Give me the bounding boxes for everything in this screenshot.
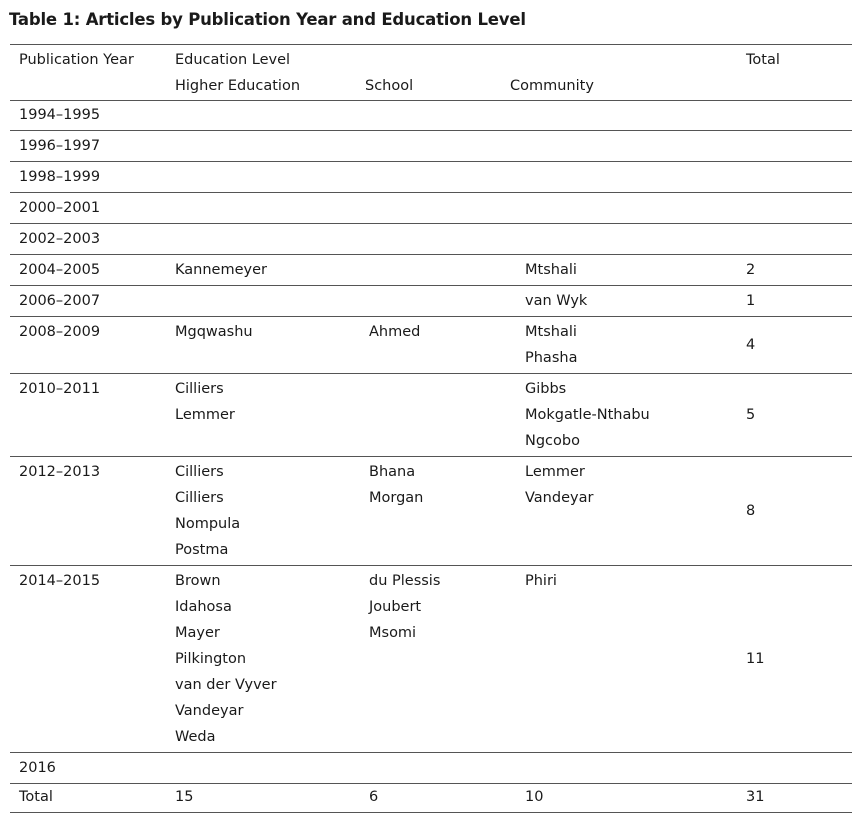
cell-year: 2006–2007 xyxy=(19,293,101,309)
header-education-level: Education Level xyxy=(175,52,291,68)
cell-higher-education: Cilliers xyxy=(175,464,224,480)
totals-school: 6 xyxy=(369,789,379,805)
cell-higher-education: Cilliers xyxy=(175,490,224,506)
totals-total: 31 xyxy=(746,789,765,805)
cell-year: 2008–2009 xyxy=(19,324,101,340)
row-divider xyxy=(10,373,852,374)
cell-year: 2000–2001 xyxy=(19,200,101,216)
totals-community: 10 xyxy=(525,789,544,805)
cell-higher-education: Nompula xyxy=(175,516,241,532)
cell-year: 1996–1997 xyxy=(19,138,101,154)
cell-community: Vandeyar xyxy=(525,490,594,506)
cell-higher-education: Idahosa xyxy=(175,599,232,615)
cell-higher-education: Mayer xyxy=(175,625,220,641)
cell-higher-education: Weda xyxy=(175,729,216,745)
header-rule xyxy=(10,100,852,101)
row-divider xyxy=(10,783,852,784)
cell-higher-education: Mgqwashu xyxy=(175,324,253,340)
row-divider xyxy=(10,192,852,193)
row-divider xyxy=(10,223,852,224)
cell-school: Bhana xyxy=(369,464,416,480)
cell-community: Ngcobo xyxy=(525,433,580,449)
row-divider xyxy=(10,565,852,566)
header-school: School xyxy=(365,78,414,94)
row-divider xyxy=(10,752,852,753)
cell-school: du Plessis xyxy=(369,573,441,589)
cell-community: Mtshali xyxy=(525,324,577,340)
cell-year: 2012–2013 xyxy=(19,464,101,480)
cell-higher-education: van der Vyver xyxy=(175,677,277,693)
cell-community: Phasha xyxy=(525,350,578,366)
cell-higher-education: Cilliers xyxy=(175,381,224,397)
cell-total: 2 xyxy=(746,262,756,278)
totals-label: Total xyxy=(19,789,53,805)
cell-community: Gibbs xyxy=(525,381,567,397)
cell-higher-education: Postma xyxy=(175,542,229,558)
row-divider xyxy=(10,254,852,255)
row-divider xyxy=(10,456,852,457)
row-divider xyxy=(10,285,852,286)
cell-community: Lemmer xyxy=(525,464,585,480)
row-divider xyxy=(10,161,852,162)
cell-total: 8 xyxy=(746,503,756,519)
cell-community: van Wyk xyxy=(525,293,588,309)
cell-year: 2010–2011 xyxy=(19,381,101,397)
cell-higher-education: Kannemeyer xyxy=(175,262,267,278)
cell-school: Joubert xyxy=(369,599,422,615)
cell-year: 2016 xyxy=(19,760,56,776)
cell-total: 1 xyxy=(746,293,756,309)
table-bottom-rule xyxy=(10,812,852,813)
cell-year: 1998–1999 xyxy=(19,169,101,185)
row-divider xyxy=(10,130,852,131)
cell-year: 2014–2015 xyxy=(19,573,101,589)
cell-community: Mtshali xyxy=(525,262,577,278)
cell-year: 2004–2005 xyxy=(19,262,101,278)
totals-higher-education: 15 xyxy=(175,789,194,805)
cell-total: 5 xyxy=(746,407,756,423)
cell-school: Ahmed xyxy=(369,324,421,340)
cell-higher-education: Brown xyxy=(175,573,221,589)
cell-higher-education: Vandeyar xyxy=(175,703,244,719)
cell-total: 4 xyxy=(746,337,756,353)
cell-year: 1994–1995 xyxy=(19,107,101,123)
cell-community: Phiri xyxy=(525,573,557,589)
header-higher-education: Higher Education xyxy=(175,78,301,94)
cell-school: Morgan xyxy=(369,490,424,506)
cell-total: 11 xyxy=(746,651,765,667)
cell-year: 2002–2003 xyxy=(19,231,101,247)
header-total: Total xyxy=(746,52,780,68)
table-top-rule xyxy=(10,44,852,45)
table-title: Table 1: Articles by Publication Year and Education Level xyxy=(9,10,526,29)
cell-school: Msomi xyxy=(369,625,417,641)
cell-higher-education: Lemmer xyxy=(175,407,235,423)
cell-higher-education: Pilkington xyxy=(175,651,247,667)
row-divider xyxy=(10,316,852,317)
cell-community: Mokgatle-Nthabu xyxy=(525,407,650,423)
header-community: Community xyxy=(510,78,594,94)
header-publication-year: Publication Year xyxy=(19,52,134,68)
